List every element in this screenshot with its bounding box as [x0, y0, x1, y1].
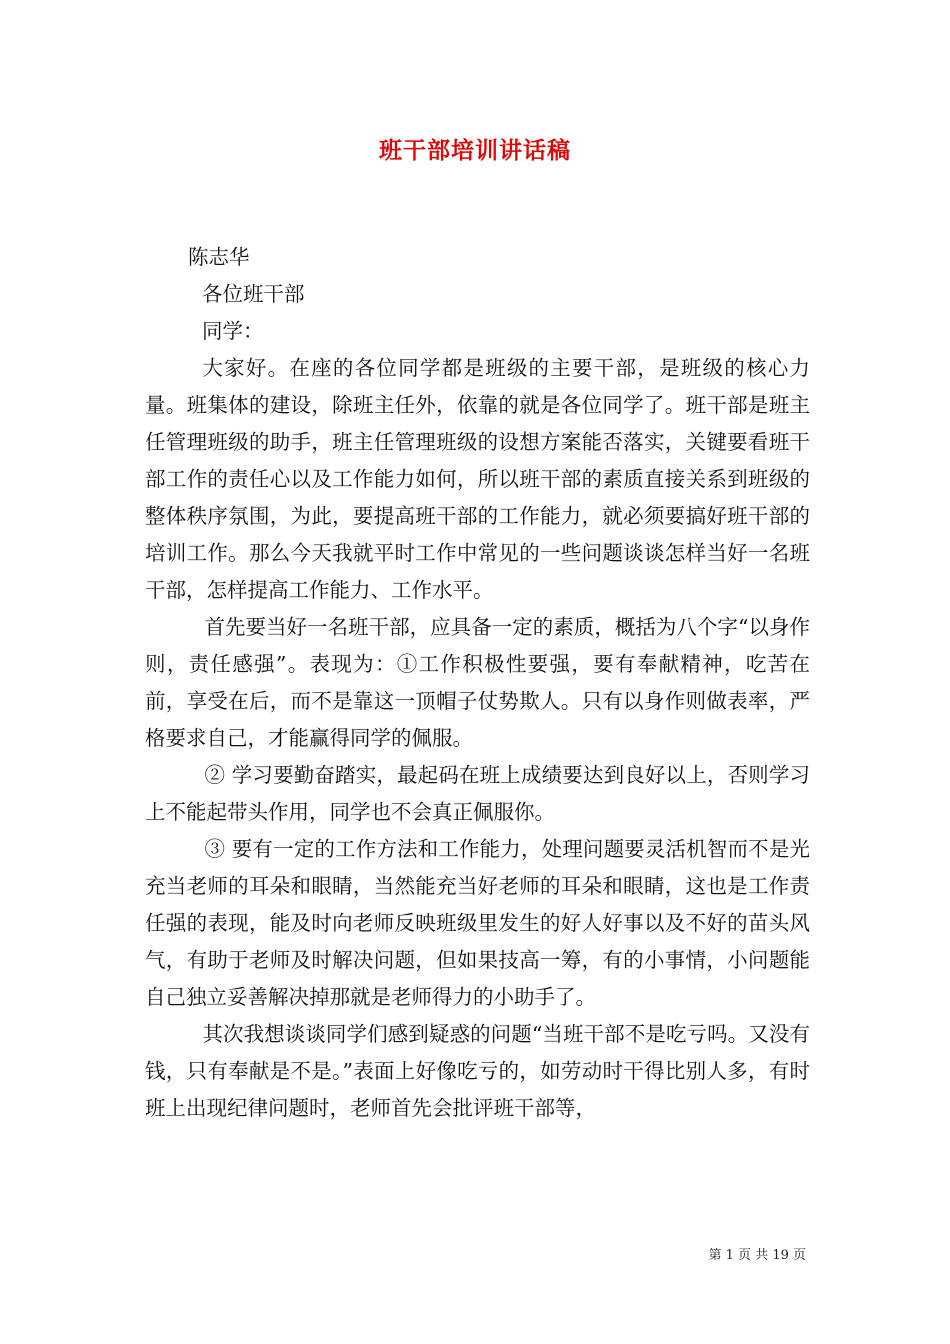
- paragraph-5: 其次我想谈谈同学们感到疑惑的问题“当班干部不是吃亏吗。又没有钱，只有奉献是不是。”表面上好像吃亏的，如劳动时干得比别人多，有时班上出现纪律问题时，老师首先会批评班干部等，: [145, 1022, 810, 1120]
- paragraph-2: 首先要当好一名班干部，应具备一定的素质，概括为八个字“以身作则，责任感强”。表现为：①工作积极性要强，要有奉献精神，吃苦在前，享受在后，而不是靠这一顶帽子仗势欺人。只有以身作则做表率，严格要求自己，才能赢得同学的佩服。: [145, 615, 810, 750]
- author-name: 陈志华: [188, 245, 250, 269]
- page-footer: 第 1 页 共 19 页: [708, 1248, 806, 1263]
- document-body: [145, 239, 810, 1127]
- salutation-line-2: 同学：: [202, 319, 264, 343]
- paragraph-1: 大家好。在座的各位同学都是班级的主要干部，是班级的核心力量。班集体的建设，除班主任外，依靠的就是各位同学了。班干部是班主任管理班级的助手，班主任管理班级的设想方案能否落实，关键要看班干部工作的责任心以及工作能力如何，所以班干部的素质直接关系到班级的整体秩序氛围，为此，要提高班干部的工作能力，就必须要搞好班干部的培训工作。那么今天我就平时工作中常见的一些问题谈谈怎样当好一名班干部，怎样提高工作能力、工作水平。: [145, 356, 810, 602]
- paragraph-3: ② 学习要勤奋踏实，最起码在班上成绩要达到良好以上，否则学习上不能起带头作用，同学也不会真正佩服你。: [145, 763, 810, 824]
- salutation-line-1: 各位班干部: [202, 282, 305, 306]
- document-title: 班干部培训讲话稿: [379, 137, 571, 164]
- paragraph-4: ③ 要有一定的工作方法和工作能力，处理问题要灵活机智而不是光充当老师的耳朵和眼睛，当然能充当好老师的耳朵和眼睛，这也是工作责任强的表现，能及时向老师反映班级里发生的好人好事以及不好的苗头风气，有助于老师及时解决问题，但如果技高一筹，有的小事情，小问题能自己独立妥善解决掉那就是老师得力的小助手了。: [145, 837, 810, 1009]
